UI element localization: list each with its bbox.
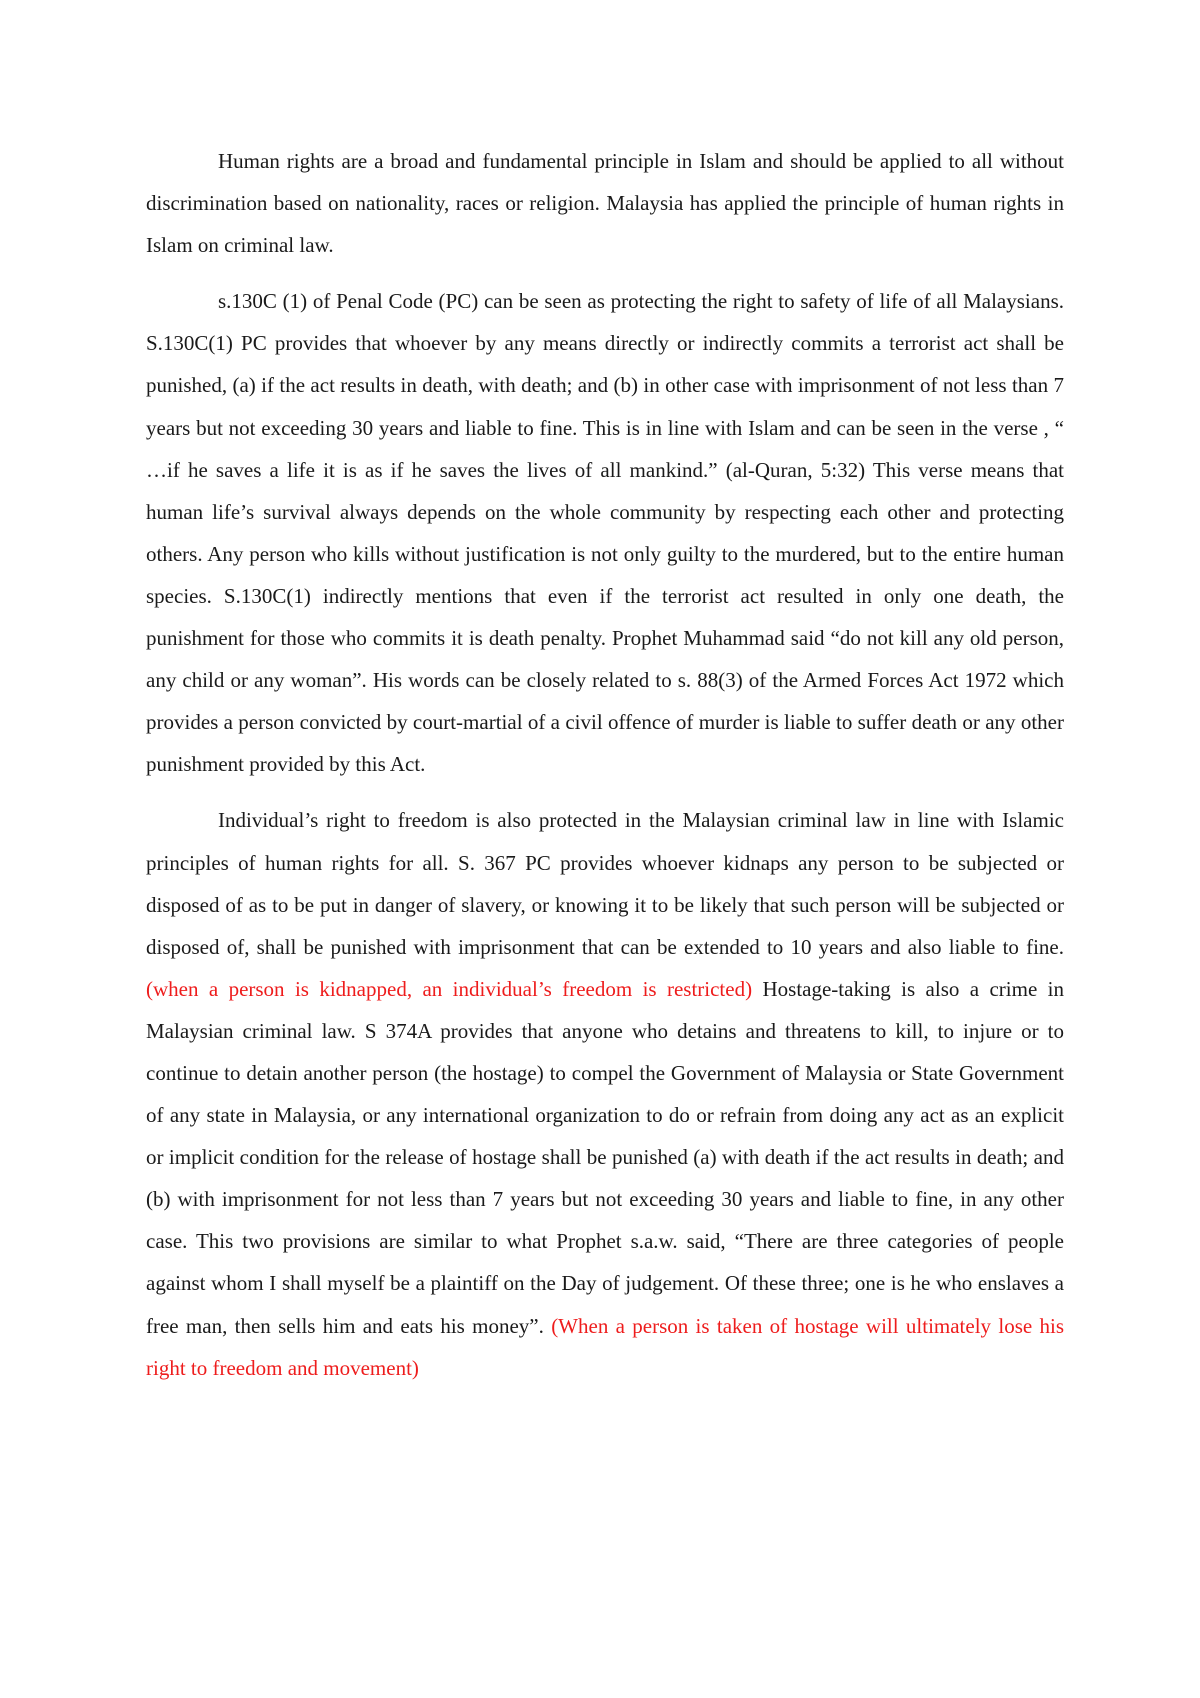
freedom-text-part-2: Hostage-taking is also a crime in Malaysian criminal law. S 374A provides that anyone who detains and threatens to kill, to injure or to continue to detain another person (the hostage) to compel the Government of Malaysia or State Government of any state in Malaysia, or any international organization to do or refrain from doing any act as an explicit or implicit condition for the release of hostage shall be punished (a) with death if the act results in death; and (b) with imprisonment for not less than 7 years but not exceeding 30 years and liable to fine, in any other case. This two provisions are similar to what Prophet s.a.w. said, “There are three categories of people against whom I shall myself be a plaintiff on the Day of judgement. Of these three; one is he who enslaves a free man, then sells him and eats his money”.: [146, 976, 1065, 1338]
annotation-hostage-note: (When a person is taken of hostage will ultimately lose his right to freedom and movement): [146, 1313, 1064, 1380]
annotation-kidnapping-note: (when a person is kidnapped, an individual’s freedom is restricted): [146, 976, 753, 1001]
paragraph-human-rights-intro: Human rights are a broad and fundamental principle in Islam and should be applied to all without discrimination based on nationality, races or religion. Malaysia has applied the principle of human rights in Islam on criminal law.: [146, 149, 1064, 258]
freedom-text-part-1: Individual’s right to freedom is also protected in the Malaysian criminal law in line with Islamic principles of human rights for all. S. 367 PC provides whoever kidnaps any person to be subjected or disposed of as to be put in danger of slavery, or knowing it to be likely that such person will be subjected or disposed of, shall be punished with imprisonment that can be extended to 10 years and also liable to fine.: [146, 808, 1064, 959]
paragraph-right-to-life: s.130C (1) of Penal Code (PC) can be seen as protecting the right to safety of life of all Malaysians. S.130C(1) PC provides that whoever by any means directly or indirectly commits a terrorist act shall be punished, (a) if the act results in death, with death; and (b) in other case with imprisonment of not less than 7 years but not exceeding 30 years and liable to fine. This is in line with Islam and can be seen in the verse , “ …if he saves a life it is as if he saves the lives of all mankind.” (al-Quran, 5:32) This verse means that human life’s survival always depends on the whole community by respecting each other and protecting others. Any person who kills without justification is not only guilty to the murdered, but to the entire human species. S.130C(1) indirectly mentions that even if the terrorist act resulted in only one death, the punishment for those who commits it is death penalty. Prophet Muhammad said “do not kill any old person, any child or any woman”. His words can be closely related to s. 88(3) of the Armed Forces Act 1972 which provides a person convicted by court-martial of a civil offence of murder is liable to suffer death or any other punishment provided by this Act.: [146, 289, 1064, 777]
paragraph-right-to-freedom: [146, 799, 1064, 1388]
document-page: [146, 140, 1064, 1403]
